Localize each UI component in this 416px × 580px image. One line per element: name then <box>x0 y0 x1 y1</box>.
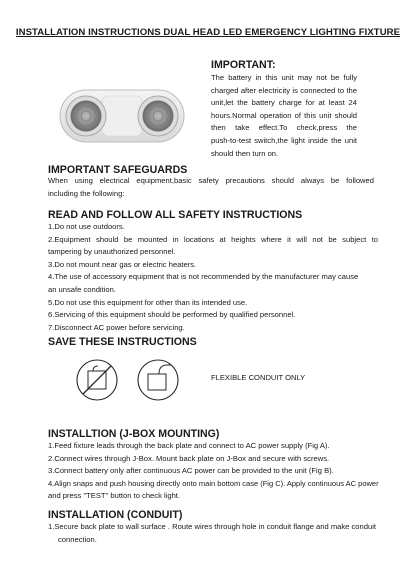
important-line: push-to-test switch,the light inside the unit <box>211 135 357 145</box>
important-line: unit,let the battery charge for at least 24 <box>211 98 357 108</box>
safety-item: 7.Disconnect AC power before servicing. <box>48 322 185 332</box>
conduit-heading: INSTALLATION (CONDUIT) <box>48 509 183 521</box>
save-heading: SAVE THESE INSTRUCTIONS <box>48 336 197 348</box>
safety-item: 3.Do not mount near gas or electric heaters. <box>48 259 197 269</box>
safety-item: 5.Do not use this equipment for other than its intended use. <box>48 297 248 307</box>
flexible-conduit-icon <box>133 357 183 403</box>
safety-item: 2.Equipment should be mounted in locations at heights where it will not be subject to <box>48 234 378 244</box>
conduit-step: connection. <box>58 534 97 544</box>
jbox-step: and press "TEST" button to check light. <box>48 491 181 501</box>
jbox-heading: INSTALLTION (J-BOX MOUNTING) <box>48 428 220 440</box>
jbox-step: 2.Connect wires through J-Box. Mount back plate on J-Box and secure with screws. <box>48 453 330 463</box>
document-title: INSTALLATION INSTRUCTIONS DUAL HEAD LED EMERGENCY LIGHTING FIXTURE <box>15 27 401 38</box>
lamp-head-left <box>66 96 106 136</box>
safety-item: tampering by unauthorized personnel. <box>48 247 176 257</box>
safety-item: 1.Do not use outdoors. <box>48 222 125 231</box>
read-follow-heading: READ AND FOLLOW ALL SAFETY INSTRUCTIONS <box>48 209 303 221</box>
jbox-step: 4.Align snaps and push housing directly onto main bottom case (Fig C). Apply continuous AC power <box>48 478 379 488</box>
jbox-step: 1.Feed fixture leads through the back plate and connect to AC power supply (Fig A). <box>48 441 330 450</box>
safety-item: 6.Servicing of this equipment should be performed by qualified personnel. <box>48 310 296 320</box>
safeguards-heading: IMPORTANT SAFEGUARDS <box>48 164 188 176</box>
important-line: charged after electricity is connected to the <box>211 85 357 95</box>
lamp-head-right <box>138 96 178 136</box>
important-heading: IMPORTANT: <box>211 59 276 71</box>
safeguards-line: When using electrical equipment,basic safety precautions should always be followed <box>48 176 374 185</box>
safeguards-text <box>48 175 374 200</box>
important-line: hours.Normal operation of this unit should <box>211 110 357 120</box>
fixture-illustration <box>52 70 192 158</box>
conduit-steps <box>48 521 378 546</box>
important-line: The battery in this unit may not be fully <box>211 73 357 82</box>
safety-item: 4.The use of accessory equipment that is not recommended by the manufacturer may cause <box>48 272 359 282</box>
conduit-label: FLEXIBLE CONDUIT ONLY <box>211 373 306 382</box>
safety-item: an unsafe condition. <box>48 284 116 294</box>
important-line: then take effect.To check,press the <box>211 123 357 133</box>
important-text <box>211 72 357 160</box>
jbox-step: 3.Connect battery only after continuous AC power can be provided to the unit (Fig B). <box>48 466 334 476</box>
important-line: should then turn on. <box>211 148 279 158</box>
read-follow-list <box>48 221 378 334</box>
safeguards-line: including the following: <box>48 188 125 198</box>
conduit-step: 1.Secure back plate to wall surface . Route wires through hole in conduit flange and make conduit <box>48 522 376 531</box>
no-conduit-icon <box>71 357 123 403</box>
jbox-steps <box>48 440 378 503</box>
